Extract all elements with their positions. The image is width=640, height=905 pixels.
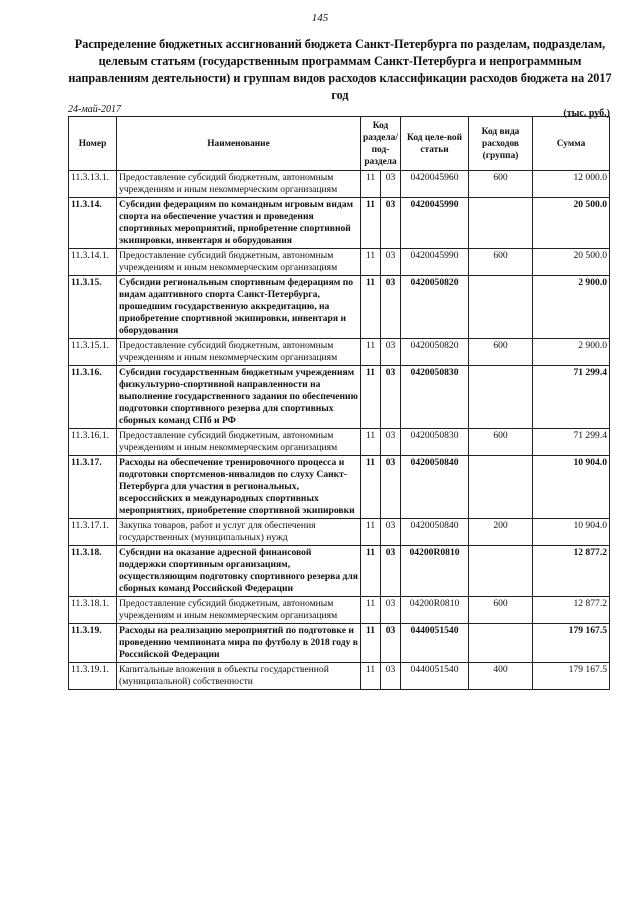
row-number: 11.3.18. (69, 546, 117, 597)
row-number: 11.3.16.1. (69, 429, 117, 456)
page-number: 145 (311, 12, 329, 24)
row-number: 11.3.14. (69, 198, 117, 249)
row-subsection: 03 (381, 624, 401, 663)
row-subsection: 03 (381, 456, 401, 519)
row-name: Капитальные вложения в объекты государственной (муниципальной) собственности (117, 663, 361, 690)
row-name: Предоставление субсидий бюджетным, автономным учреждениям и иным некоммерческим организациям (117, 429, 361, 456)
row-subsection: 03 (381, 339, 401, 366)
row-sum: 2 900.0 (533, 339, 610, 366)
table-row (69, 597, 610, 624)
row-sum: 179 167.5 (533, 663, 610, 690)
row-number: 11.3.19. (69, 624, 117, 663)
row-section: 11 (361, 624, 381, 663)
row-name: Предоставление субсидий бюджетным, автономным учреждениям и иным некоммерческим организациям (117, 339, 361, 366)
row-section: 11 (361, 366, 381, 429)
row-section: 11 (361, 663, 381, 690)
table-row (69, 456, 610, 519)
table-row (69, 519, 610, 546)
row-name: Закупка товаров, работ и услуг для обеспечения государственных (муниципальных) нужд (117, 519, 361, 546)
row-expense-type (469, 546, 533, 597)
row-article: 0420050820 (401, 339, 469, 366)
row-section: 11 (361, 456, 381, 519)
row-article: 0420050820 (401, 276, 469, 339)
row-sum: 2 900.0 (533, 276, 610, 339)
budget-table (68, 116, 610, 690)
row-subsection: 03 (381, 249, 401, 276)
row-name: Субсидии федерациям по командным игровым видам спорта на обеспечение участия и проведения спортивных мероприятий, приобретение спортивной экипировки, инвентаря и оборудования (117, 198, 361, 249)
row-name: Предоставление субсидий бюджетным, автономным учреждениям и иным некоммерческим организациям (117, 249, 361, 276)
row-expense-type: 600 (469, 339, 533, 366)
header-name: Наименование (117, 117, 361, 171)
row-subsection: 03 (381, 366, 401, 429)
row-number: 11.3.18.1. (69, 597, 117, 624)
row-number: 11.3.17.1. (69, 519, 117, 546)
row-expense-type: 600 (469, 597, 533, 624)
row-name: Расходы на обеспечение тренировочного процесса и подготовки спортсменов-инвалидов по слуху Санкт-Петербурга для участия в региональных, всероссийских и международных спортивных мероприятиях, приобретение спортивной экипировки (117, 456, 361, 519)
row-sum: 10 904.0 (533, 519, 610, 546)
table-row (69, 198, 610, 249)
row-article: 0420050840 (401, 456, 469, 519)
row-name: Расходы на реализацию мероприятий по подготовке и проведению чемпионата мира по футболу в 2018 году в Российской Федерации (117, 624, 361, 663)
row-article: 0420050840 (401, 519, 469, 546)
row-expense-type (469, 366, 533, 429)
row-subsection: 03 (381, 546, 401, 597)
row-article: 0440051540 (401, 624, 469, 663)
row-article: 0420050830 (401, 366, 469, 429)
table-row (69, 249, 610, 276)
row-article: 0440051540 (401, 663, 469, 690)
row-subsection: 03 (381, 597, 401, 624)
row-number: 11.3.14.1. (69, 249, 117, 276)
row-section: 11 (361, 276, 381, 339)
row-sum: 12 000.0 (533, 171, 610, 198)
row-expense-type (469, 276, 533, 339)
row-name: Субсидии государственным бюджетным учреждениям физкультурно-спортивной направленности на выполнение государственного задания по обеспечению подготовки спортивного резерва для спортивных сборных команд СПб и РФ (117, 366, 361, 429)
row-expense-type: 600 (469, 171, 533, 198)
row-number: 11.3.15.1. (69, 339, 117, 366)
table-row (69, 171, 610, 198)
row-number: 11.3.15. (69, 276, 117, 339)
row-name: Предоставление субсидий бюджетным, автономным учреждениям и иным некоммерческим организациям (117, 597, 361, 624)
row-article: 04200R0810 (401, 546, 469, 597)
row-sum: 10 904.0 (533, 456, 610, 519)
row-expense-type: 600 (469, 429, 533, 456)
header-section: Код раздела/ под-раздела (361, 117, 401, 171)
row-sum: 12 877.2 (533, 546, 610, 597)
row-sum: 179 167.5 (533, 624, 610, 663)
row-article: 0420045960 (401, 171, 469, 198)
row-expense-type: 400 (469, 663, 533, 690)
row-section: 11 (361, 171, 381, 198)
header-expense-type: Код вида расходов (группа) (469, 117, 533, 171)
row-section: 11 (361, 597, 381, 624)
row-subsection: 03 (381, 198, 401, 249)
row-expense-type: 200 (469, 519, 533, 546)
row-article: 0420050830 (401, 429, 469, 456)
row-subsection: 03 (381, 429, 401, 456)
document-title: Распределение бюджетных ассигнований бюджета Санкт-Петербурга по разделам, подразделам, целевым статьям (государственным программам Санкт-Петербурга и непрограммным направлениям деятельности) и группам видов расходов классификации расходов бюджета на 2017 год (68, 37, 612, 102)
row-section: 11 (361, 519, 381, 546)
row-number: 11.3.13.1. (69, 171, 117, 198)
row-number: 11.3.19.1. (69, 663, 117, 690)
table-row (69, 663, 610, 690)
row-section: 11 (361, 198, 381, 249)
table-row (69, 429, 610, 456)
header-number: Номер (69, 117, 117, 171)
row-sum: 12 877.2 (533, 597, 610, 624)
header-article: Код целе-вой статьи (401, 117, 469, 171)
table-row (69, 624, 610, 663)
row-expense-type (469, 624, 533, 663)
row-subsection: 03 (381, 519, 401, 546)
header-sum: Сумма (533, 117, 610, 171)
row-name: Субсидии региональным спортивным федерациям по видам адаптивного спорта Санкт-Петербурга, прошедшим государственную аккредитацию, на приобретение спортивной экипировки, инвентаря и оборудования (117, 276, 361, 339)
row-expense-type (469, 456, 533, 519)
row-section: 11 (361, 546, 381, 597)
row-sum: 71 299.4 (533, 366, 610, 429)
row-expense-type (469, 198, 533, 249)
row-section: 11 (361, 339, 381, 366)
row-article: 0420045990 (401, 198, 469, 249)
row-section: 11 (361, 429, 381, 456)
row-article: 04200R0810 (401, 597, 469, 624)
row-expense-type: 600 (469, 249, 533, 276)
row-article: 0420045990 (401, 249, 469, 276)
row-subsection: 03 (381, 276, 401, 339)
row-number: 11.3.17. (69, 456, 117, 519)
row-sum: 71 299.4 (533, 429, 610, 456)
units-label: (тыс. руб.) (563, 108, 610, 119)
row-subsection: 03 (381, 663, 401, 690)
row-section: 11 (361, 249, 381, 276)
row-sum: 20 500.0 (533, 249, 610, 276)
row-subsection: 03 (381, 171, 401, 198)
row-number: 11.3.16. (69, 366, 117, 429)
row-name: Предоставление субсидий бюджетным, автономным учреждениям и иным некоммерческим организациям (117, 171, 361, 198)
table-row (69, 339, 610, 366)
table-row (69, 276, 610, 339)
row-sum: 20 500.0 (533, 198, 610, 249)
document-date: 24-май-2017 (68, 104, 122, 115)
row-name: Субсидии на оказание адресной финансовой поддержки спортивным организациям, осуществляющим подготовку спортивного резерва для сборных команд Российской Федерации (117, 546, 361, 597)
table-row (69, 546, 610, 597)
table-row (69, 366, 610, 429)
